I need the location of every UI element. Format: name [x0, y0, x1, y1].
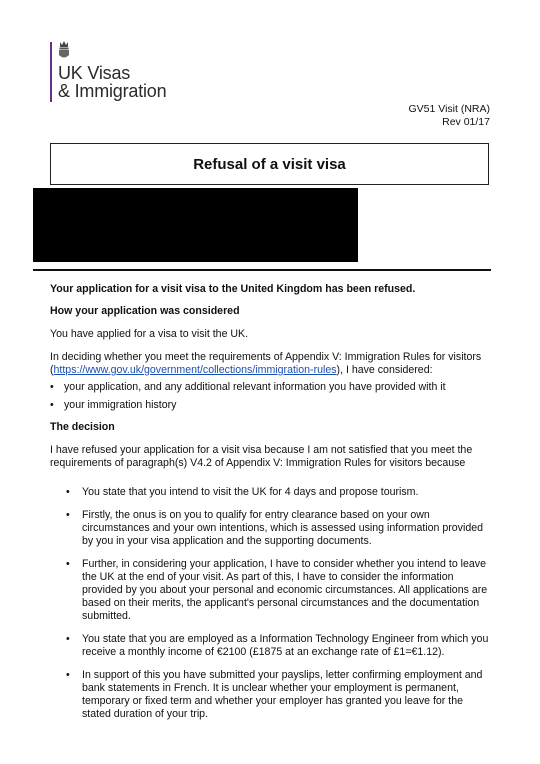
considered-item: • your application, and any additional relevant information you have provided with it	[50, 381, 492, 394]
immigration-rules-link[interactable]: https://www.gov.uk/government/collections/immigration-rules	[53, 364, 337, 376]
reason-item: • You state that you intend to visit the UK for 4 days and propose tourism.	[50, 486, 492, 499]
decision-text: I have refused your application for a visit visa because I am not satisfied that you meet the requirements of paragraph(s) V4.2 of Appendix V: Immigration Rules for visitors because	[50, 444, 473, 469]
deciding-text-start: In deciding whether you meet the requirements of Appendix V: Immigration Rules for visitors (	[50, 351, 482, 376]
redacted-block	[33, 188, 358, 262]
logo-line-2: & Immigration	[58, 81, 167, 101]
royal-crest-icon	[57, 40, 71, 60]
form-revision: Rev 01/17	[442, 116, 490, 128]
logo-text	[58, 64, 166, 100]
reason-item: • You state that you are employed as a Information Technology Engineer from which you receive a monthly income of €2100 (£1875 at an exchange rate of £1=€1.12).	[50, 633, 492, 659]
reason-item: • In support of this you have submitted your payslips, letter confirming employment and bank statements in French. It is unclear whether your employment is permanent, temporary or fixed term and whether your employer has granted you leave for the stated duration of your trip.	[50, 669, 492, 721]
reason-item: • Firstly, the onus is on you to qualify for entry clearance based on your own circumstances and your own intentions, which is assessed using information provided by you in your visa application and the supporting documents.	[50, 509, 492, 548]
document-title: Refusal of a visit visa	[193, 155, 346, 173]
intro-heading: Your application for a visit visa to the United Kingdom has been refused.	[50, 283, 416, 295]
form-reference	[409, 103, 491, 129]
title-box	[50, 143, 489, 185]
form-code: GV51 Visit (NRA)	[408, 103, 490, 115]
decision-heading: The decision	[50, 421, 115, 433]
applied-text: You have applied for a visa to visit the UK.	[50, 328, 249, 340]
divider	[33, 269, 491, 271]
reason-item: • Further, in considering your application, I have to consider whether you intend to leave the UK at the end of your visit. As part of this, I have to consider the information provided by you about your personal and economic circumstances. All applications are based on their merits, the applicant's personal circumstances and the documentation submitted.	[50, 558, 492, 623]
deciding-paragraph	[50, 351, 492, 377]
logo-line-1: UK Visas	[58, 63, 131, 83]
considered-heading: How your application was considered	[50, 305, 240, 317]
letter-body	[50, 283, 492, 721]
considered-item: • your immigration history	[50, 399, 492, 412]
deciding-text-end: ), I have considered:	[336, 364, 433, 376]
logo-accent-bar	[50, 42, 52, 102]
